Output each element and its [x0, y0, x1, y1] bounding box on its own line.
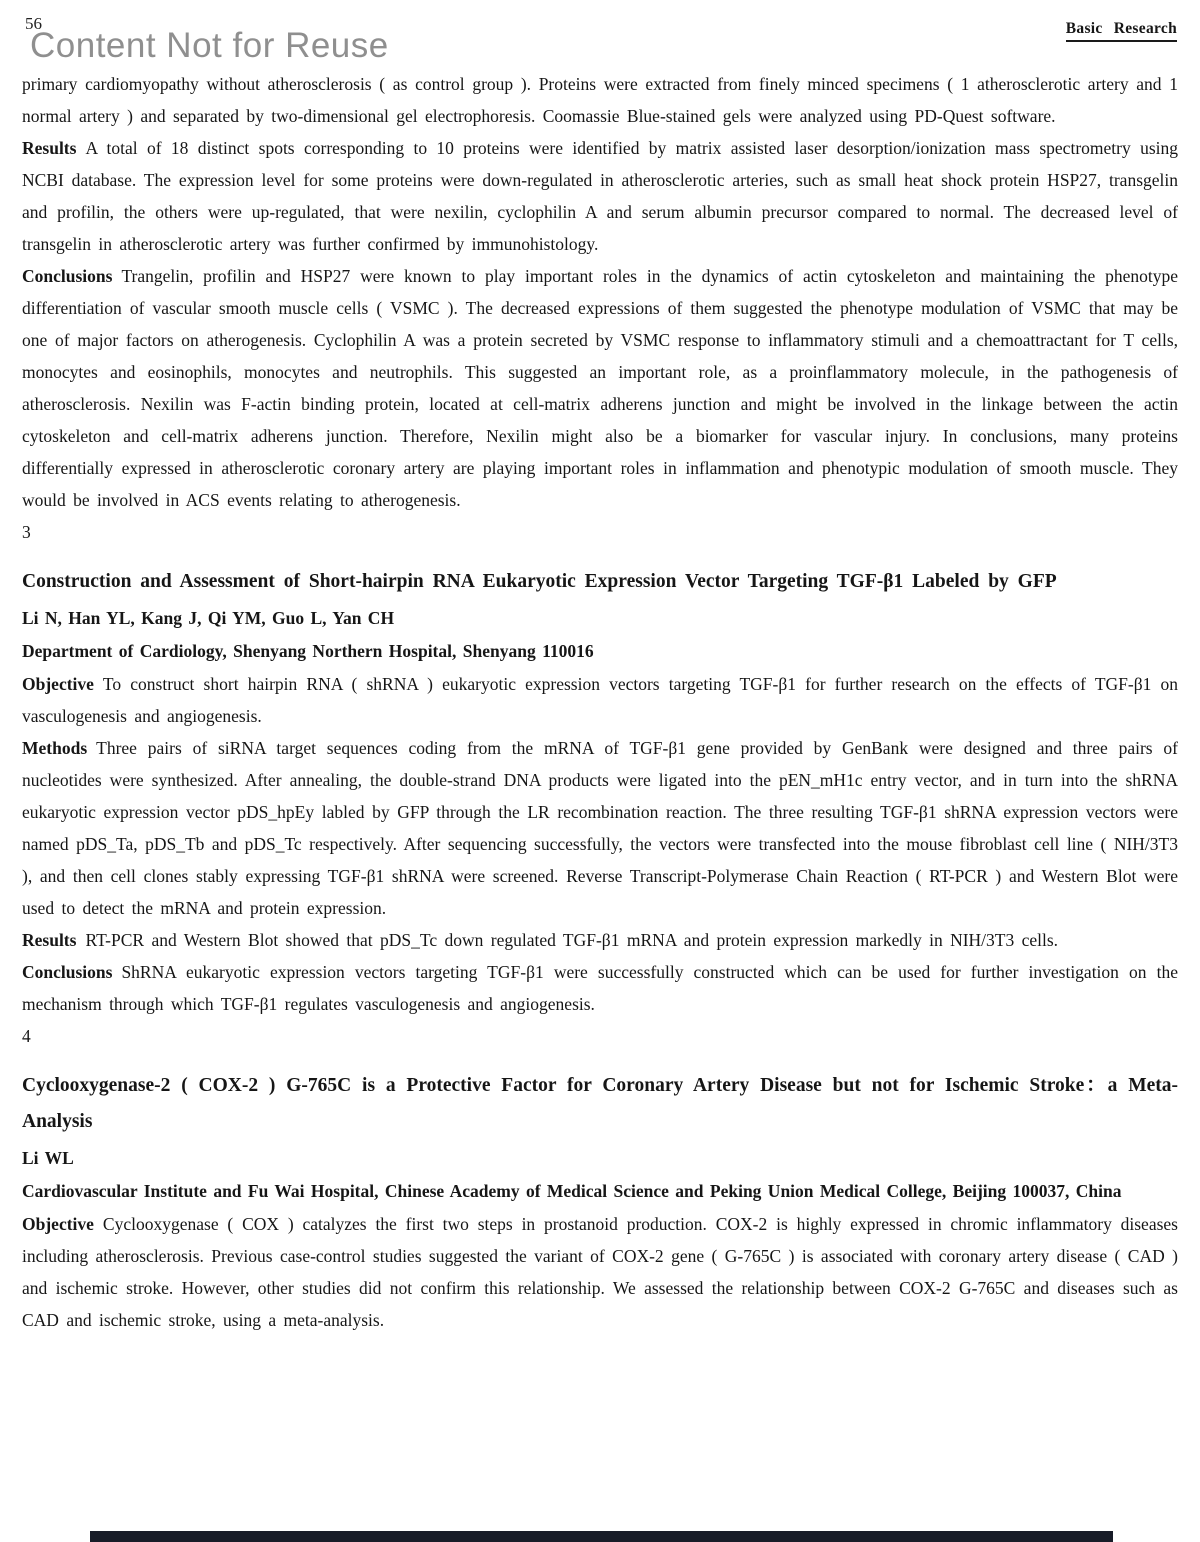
paragraph-label: Conclusions [22, 962, 113, 982]
paragraph-text: Three pairs of siRNA target sequences coding from the mRNA of TGF-β1 gene provided by GenBank were designed and three pairs of nucleotides were synthesized. After annealing, the double-strand DNA products were ligated into the pEN_mH1c entry vector, and in turn into the shRNA eukaryotic expression vector pDS_hpEy labled by GFP through the LR recombination reaction. The three resulting TGF-β1 shRNA expression vectors were named pDS_Ta, pDS_Tb and pDS_Tc respectively. After sequencing successfully, the vectors were transfected into the mouse fibroblast cell line ( NIH/3T3 ), and then cell clones stably expressing TGF-β1 shRNA were screened. Reverse Transcript-Polymerase Chain Reaction ( RT-PCR ) and Western Blot were used to detect the mRNA and protein expression. [22, 738, 1178, 918]
paragraph-label: Objective [22, 674, 94, 694]
abstract-title: Construction and Assessment of Short-hairpin RNA Eukaryotic Expression Vector Targeting TGF-β1 Labeled by GFP [22, 571, 1057, 592]
abstract-affiliation: Cardiovascular Institute and Fu Wai Hospital, Chinese Academy of Medical Science and Peking Union Medical College, Beijing 100037, China [22, 1181, 1122, 1201]
paragraph-text: ShRNA eukaryotic expression vectors targeting TGF-β1 were successfully constructed which can be used for further investigation on the mechanism through which TGF-β1 regulates vasculogenesis and angiogenesis. [22, 962, 1178, 1014]
abstract-authors: Li WL [22, 1148, 74, 1168]
paragraph-text: primary cardiomyopathy without atherosclerosis ( as control group ). Proteins were extracted from finely minced specimens ( 1 atherosclerotic artery and 1 normal artery ) and separated by two-dimensional gel electrophoresis. Coomassie Blue-stained gels were analyzed using PD-Quest software. [22, 74, 1178, 126]
page-content [22, 68, 1178, 1336]
paragraph-label: Methods [22, 738, 88, 758]
abstract-number: 3 [22, 522, 31, 542]
abstract-affiliation: Department of Cardiology, Shenyang Northern Hospital, Shenyang 110016 [22, 641, 594, 661]
page-number: 56 [25, 14, 42, 33]
paragraph-label: Results [22, 138, 77, 158]
abstract-paragraph [22, 132, 1178, 260]
paragraph-label: Results [22, 930, 77, 950]
abstract-paragraph [22, 732, 1178, 924]
abstract-title: Cyclooxygenase-2 ( COX-2 ) G-765C is a Protective Factor for Coronary Artery Disease but not for Ischemic Stroke：a Meta-Analysis [22, 1075, 1178, 1132]
paragraph-label: Conclusions [22, 266, 113, 286]
abstract-paragraph [22, 260, 1178, 516]
abstract-paragraph [22, 1208, 1178, 1336]
paragraph-text: Cyclooxygenase ( COX ) catalyzes the first two steps in prostanoid production. COX-2 is highly expressed in chromic inflammatory diseases including atherosclerosis. Previous case-control studies suggested the variant of COX-2 gene ( G-765C ) is associated with coronary artery disease ( CAD ) and ischemic stroke. However, other studies did not confirm this relationship. We assessed the relationship between COX-2 G-765C and diseases such as CAD and ischemic stroke, using a meta-analysis. [22, 1214, 1178, 1330]
abstract-paragraph [22, 924, 1178, 956]
paragraph-text: RT-PCR and Western Blot showed that pDS_Tc down regulated TGF-β1 mRNA and protein expression markedly in NIH/3T3 cells. [85, 930, 1059, 950]
running-head: Basic Research [1066, 20, 1177, 42]
abstract-paragraph [22, 668, 1178, 732]
abstract-paragraph [22, 956, 1178, 1020]
paragraph-label: Objective [22, 1214, 94, 1234]
paragraph-text: To construct short hairpin RNA ( shRNA ) eukaryotic expression vectors targeting TGF-β1 for further research on the effects of TGF-β1 on vasculogenesis and angiogenesis. [22, 674, 1178, 726]
watermark: Content Not for Reuse [30, 26, 389, 65]
paragraph-text: A total of 18 distinct spots corresponding to 10 proteins were identified by matrix assisted laser desorption/ionization mass spectrometry using NCBI database. The expression level for some proteins were down-regulated in atherosclerotic arteries, such as small heat shock protein HSP27, transgelin and profilin, the others were up-regulated, that were nexilin, cyclophilin A and serum albumin precursor compared to normal. The decreased level of transgelin in atherosclerotic artery was further confirmed by immunohistology. [22, 138, 1178, 254]
abstract-paragraph [22, 68, 1178, 132]
abstract-number: 4 [22, 1026, 31, 1046]
page-bottom-bar [90, 1531, 1113, 1542]
paragraph-text: Trangelin, profilin and HSP27 were known to play important roles in the dynamics of actin cytoskeleton and maintaining the phenotype differentiation of vascular smooth muscle cells ( VSMC ). The decreased expressions of them suggested the phenotype modulation of VSMC that may be one of major factors on atherogenesis. Cyclophilin A was a protein secreted by VSMC response to inflammatory stimuli and a chemoattractant for T cells, monocytes and eosinophils, monocytes and neutrophils. This suggested an important role, as a proinflammatory molecule, in the pathogenesis of atherosclerosis. Nexilin was F-actin binding protein, located at cell-matrix adherens junction and might be involved in the linkage between the actin cytoskeleton and cell-matrix adherens junction. Therefore, Nexilin might also be a biomarker for vascular injury. In conclusions, many proteins differentially expressed in atherosclerotic coronary artery are playing important roles in inflammation and phenotypic modulation of smooth muscle. They would be involved in ACS events relating to atherogenesis. [22, 266, 1178, 510]
abstract-authors: Li N, Han YL, Kang J, Qi YM, Guo L, Yan CH [22, 608, 395, 628]
